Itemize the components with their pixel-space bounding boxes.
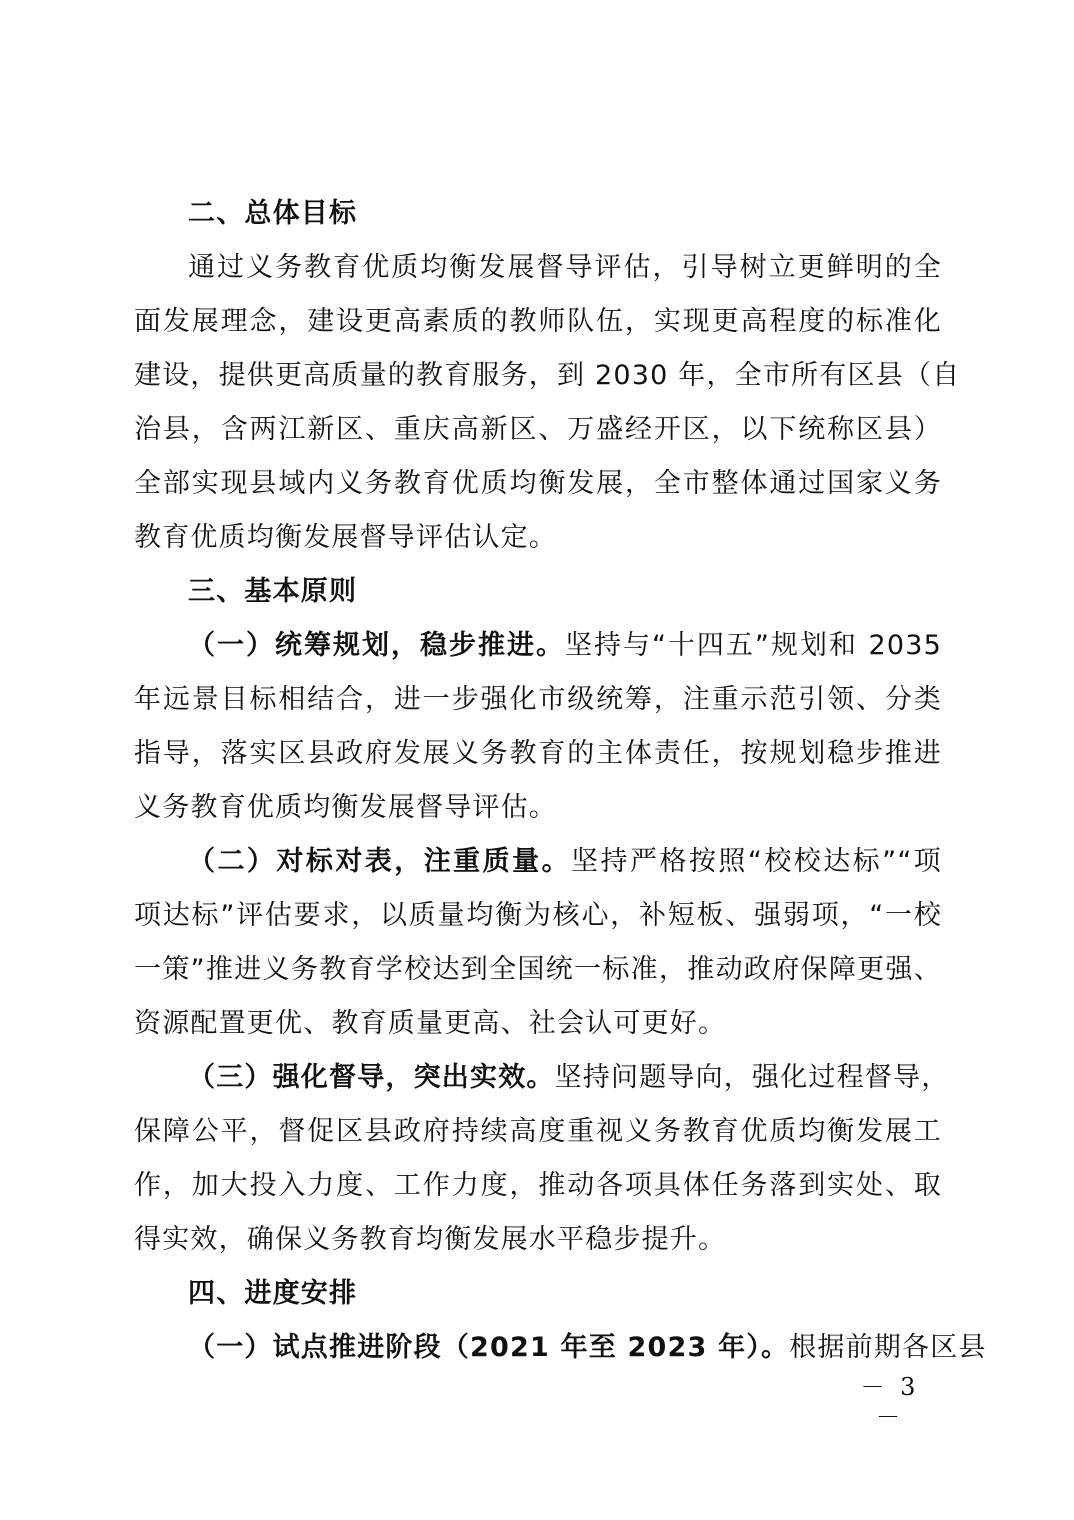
paragraph-line: 得实效，确保义务教育均衡发展水平稳步提升。	[134, 1224, 727, 1255]
principle-1-title: （一）统筹规划，稳步推进。	[188, 630, 565, 661]
principle-3-first-line	[188, 1058, 950, 1098]
paragraph-text: 坚持与“十四五”规划和 2035	[564, 630, 942, 661]
paragraph-line: 项达标”评估要求，以质量均衡为核心，补短板、强弱项，“一校	[134, 900, 942, 931]
paragraph-line: 资源配置更优、教育质量更高、社会认可更好。	[134, 1008, 727, 1039]
principle-3-title: （三）强化督导，突出实效。	[188, 1062, 555, 1093]
paragraph-line: 教育优质均衡发展督导评估认定。	[134, 522, 557, 553]
section-heading-schedule: 四、进度安排	[188, 1278, 358, 1309]
principle-1-first-line	[188, 626, 942, 666]
paragraph-line: 建设，提供更高质量的教育服务，到 2030 年，全市所有区县（自	[134, 360, 961, 391]
section-heading-overall-goal: 二、总体目标	[188, 198, 358, 229]
paragraph-text: 根据前期各区县	[789, 1332, 987, 1363]
paragraph-line: 一策”推进义务教育学校达到全国统一标准，推动政府保障更强、	[134, 954, 942, 985]
paragraph-line: 通过义务教育优质均衡发展督导评估，引导树立更鲜明的全	[188, 252, 942, 283]
paragraph-line: 保障公平，督促区县政府持续高度重视义务教育优质均衡发展工	[134, 1116, 942, 1147]
section-heading-basic-principles: 三、基本原则	[188, 576, 358, 607]
paragraph-line: 全部实现县域内义务教育优质均衡发展，全市整体通过国家义务	[134, 468, 942, 499]
paragraph-line: 指导，落实区县政府发展义务教育的主体责任，按规划稳步推进	[134, 738, 942, 769]
page-number: － 3 －	[860, 1373, 920, 1431]
paragraph-line: 治县，含两江新区、重庆高新区、万盛经开区，以下统称区县）	[134, 414, 942, 445]
paragraph-line: 年远景目标相结合，进一步强化市级统筹，注重示范引领、分类	[134, 684, 942, 715]
paragraph-text: 坚持严格按照“校校达标”“项	[571, 846, 942, 877]
paragraph-line: 义务教育优质均衡发展督导评估。	[134, 792, 557, 823]
principle-2-first-line	[188, 842, 942, 882]
paragraph-line: 作，加大投入力度、工作力度，推动各项具体任务落到实处、取	[134, 1170, 942, 1201]
schedule-1-first-line	[188, 1328, 987, 1368]
principle-2-title: （二）对标对表，注重质量。	[188, 846, 572, 877]
paragraph-text: 坚持问题导向，强化过程督导，	[554, 1062, 950, 1093]
schedule-1-title: （一）试点推进阶段（2021 年至 2023 年）。	[188, 1332, 790, 1363]
paragraph-line: 面发展理念，建设更高素质的教师队伍，实现更高程度的标准化	[134, 306, 942, 337]
